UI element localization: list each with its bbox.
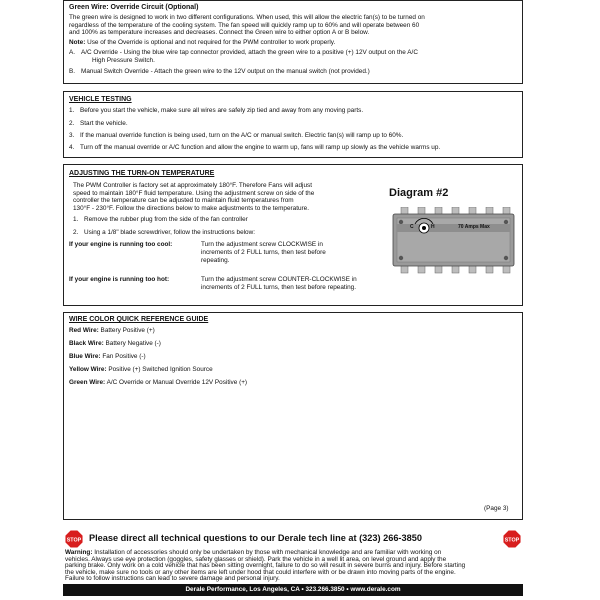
- page-number: (Page 3): [484, 505, 509, 512]
- testing-step: 2. Start the vehicle.: [69, 120, 128, 127]
- wire-item: Yellow Wire: Positive (+) Switched Ignition Source: [69, 366, 213, 373]
- too-cool-line: repeating.: [201, 257, 230, 264]
- dial-c-label: C: [410, 224, 414, 230]
- testing-step: 1. Before you start the vehicle, make sure all wires are safely zip tied and away from any moving parts.: [69, 107, 364, 114]
- adjusting-step: 1. Remove the rubber plug from the side of the fan controller: [73, 216, 248, 223]
- override-title: Green Wire: Override Circuit (Optional): [69, 4, 199, 11]
- too-cool-line: Turn the adjustment screw CLOCKWISE in: [201, 241, 323, 248]
- adjusting-section: [63, 164, 523, 306]
- dial-h-label: H: [431, 224, 435, 230]
- controller-diagram: [391, 207, 516, 275]
- note-text: Use of the Override is optional and not required for the PWM controller to work properly.: [85, 39, 336, 46]
- too-cool-line: increments of 2 FULL turns, then test before: [201, 249, 326, 256]
- too-hot-label: If your engine is running too hot:: [69, 276, 170, 283]
- warning-line: Warning: Installation of accessories should only be undertaken by those with mechanical knowledge and are familiar with working on: [65, 549, 442, 556]
- wire-item: Black Wire: Battery Negative (-): [69, 340, 161, 347]
- page: [63, 0, 525, 600]
- warning-line: parking brake. Only work on a cold vehicle that has been sitting overnight, failure to do so will result in severe burns and injury. Before starting: [65, 562, 466, 570]
- stop-sign-icon: [65, 530, 83, 548]
- adjusting-para-line: speed to maintain 180°F fluid temperature. Using the adjustment screw on side of the: [73, 189, 315, 197]
- adjusting-title: ADJUSTING THE TURN-ON TEMPERATURE: [69, 170, 215, 177]
- stop-sign-icon: [503, 530, 521, 548]
- adjusting-para-line: controller the temperature can be adjusted to maintain fluid temperatures from: [73, 197, 294, 204]
- testing-step: 3. If the manual override function is being used, turn on the A/C or manual switch. Electric fan(s) will ramp up to 60%.: [69, 132, 404, 139]
- option-a-letter: A.: [69, 49, 76, 56]
- vehicle-testing-section: [63, 91, 523, 158]
- override-section: [63, 0, 523, 84]
- override-para-line: and 100% as temperature increases and decreases. Connect the Green wire to either option A or B below.: [69, 29, 370, 36]
- too-hot-line: increments of 2 FULL turns, then test before repeating.: [201, 284, 356, 291]
- option-b-letter: B.: [69, 68, 76, 75]
- too-hot-line: Turn the adjustment screw COUNTER-CLOCKWISE in: [201, 276, 357, 283]
- warning-line: the vehicle, make sure no tools or any other items are left under hood that could interfere with or be drawn into moving parts of the engine.: [65, 568, 456, 576]
- wire-item: Red Wire: Battery Positive (+): [69, 327, 155, 334]
- override-note: [69, 39, 335, 47]
- wires-title: WIRE COLOR QUICK REFERENCE GUIDE: [69, 316, 209, 323]
- amps-label: 70 Amps Max: [458, 224, 490, 230]
- adjusting-para-line: The PWM Controller is factory set at approximately 180°F. Therefore Fans will adjust: [73, 182, 312, 189]
- too-cool-label: If your engine is running too cool:: [69, 241, 173, 248]
- adjusting-step: 2. Using a 1/8" blade screwdriver, follow the instructions below:: [73, 229, 255, 236]
- diagram-title: Diagram #2: [389, 187, 449, 199]
- tech-line: [63, 529, 523, 549]
- option-b-line: Manual Switch Override - Attach the green wire to the 12V output on the manual switch (not provided.): [81, 68, 370, 75]
- note-label: Note:: [69, 39, 86, 46]
- warning-line: vehicles. Always use eye protection (goggles, safety glasses or shield). Park the vehicle in a well lit area, on level ground and apply the: [65, 555, 447, 563]
- testing-step: 4. Turn off the manual override or A/C function and allow the engine to warm up, fans will ramp up slowly as the vehicle warms up.: [69, 144, 441, 151]
- override-para-line: regardless of the temperature of the cooling system. The fan speed will quickly ramp up to 60% and will operate between 60: [69, 21, 420, 29]
- tech-line-text: Please direct all technical questions to our Derale tech line at (323) 266-3850: [89, 533, 422, 543]
- footer-bar: Derale Performance, Los Angeles, CA • 323.266.3850 • www.derale.com: [63, 584, 523, 596]
- stop-sign-text: STOP: [66, 537, 82, 544]
- option-a-line: A/C Override - Using the blue wire tap connector provided, attach the green wire to a positive (+) 12V output on the A/C: [81, 49, 418, 56]
- wire-item: Blue Wire: Fan Positive (-): [69, 353, 146, 360]
- wire-guide-section: [63, 312, 523, 520]
- warning-line: Failure to follow instructions can lead to severe damage and personal injury.: [65, 575, 280, 583]
- option-a-line: High Pressure Switch.: [92, 56, 155, 64]
- wire-item: Green Wire: A/C Override or Manual Override 12V Positive (+): [69, 379, 248, 386]
- adjusting-para-line: 130°F - 230°F. Follow the directions below to make adjustments to the temperature.: [73, 204, 310, 212]
- stop-sign-text: STOP: [504, 537, 520, 544]
- override-para-line: The green wire is designed to work in two different configurations. When used, this will allow the electric fan(s) to be turned on: [69, 14, 425, 21]
- testing-title: VEHICLE TESTING: [69, 96, 132, 103]
